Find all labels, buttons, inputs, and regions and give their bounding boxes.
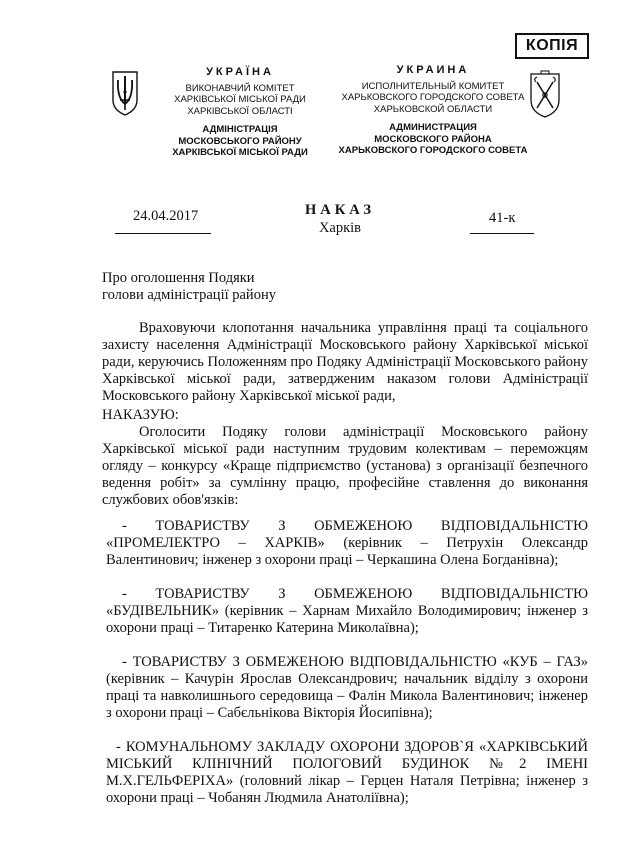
- header-right: [338, 65, 528, 157]
- org-line: ХАРЬКОВСКОГО ГОРОДСКОГО СОВЕТА: [341, 92, 525, 103]
- header-left: [150, 67, 330, 159]
- subject-line: Про оголошення Подяки: [102, 270, 255, 286]
- trident-emblem-icon: [110, 70, 140, 116]
- main-paragraph-text: Оголосити Подяку голови адміністрації Московського району Харківської міської ради наступним трудовим колективам – переможцям огляду – конкурсу «Краще підприємство (установа) з організації безпечного ведення робіт» за сумлінну працю, професійне ставлення до виконання службових обов'язків:: [102, 424, 588, 508]
- admin-line: МОСКОВСКОГО РАЙОНА: [374, 133, 492, 145]
- list-item: - КОМУНАЛЬНОМУ ЗАКЛАДУ ОХОРОНИ ЗДОРОВ`Я «ХАРКІВСЬКИЙ МІСЬКИЙ КЛІНІЧНИЙ ПОЛОГОВИЙ БУДИНОК №2 ІМЕНІ М.Х.ГЕЛЬФЕРІХА» (головний лікар – Герцен Наталя Петрівна; інженер з охорони праці – Чобанян Людмила Анатоліївна);: [106, 739, 588, 806]
- main-paragraph: [102, 424, 588, 509]
- order-word: НАКАЗУЮ:: [102, 407, 179, 423]
- admin-line: МОСКОВСЬКОГО РАЙОНУ: [178, 135, 302, 147]
- org-line: ВИКОНАВЧИЙ КОМІТЕТ: [185, 82, 295, 94]
- list-item: - ТОВАРИСТВУ З ОБМЕЖЕНОЮ ВІДПОВІДАЛЬНІСТЮ «ПРОМЕЛЕКТРО – ХАРКІВ» (керівник – Петрухін Олександр Валентинович; інженер з охорони праці – Черкашина Олена Богданівна);: [106, 518, 588, 568]
- admin-line: ХАРЬКОВСКОГО ГОРОДСКОГО СОВЕТА: [338, 145, 528, 156]
- date-underline: [115, 233, 211, 234]
- copy-stamp: КОПІЯ: [515, 33, 589, 59]
- org-line: ХАРЬКОВСКОЙ ОБЛАСТИ: [373, 103, 493, 115]
- order-title: НАКАЗ: [304, 202, 376, 218]
- order-number: 41-к: [489, 210, 516, 226]
- org-line: ИСПОЛНИТЕЛЬНЫЙ КОМИТЕТ: [361, 80, 505, 92]
- preamble-text: Враховуючи клопотання начальника управління праці та соціального захисту населення Адміністрації Московського району Харківської міської ради, керуючись Положенням про Подяку Адміністрації Московського району Харківської міської ради, затвердженим наказом голови Адміністрації Московського району Харківської міської ради,: [102, 320, 588, 404]
- preamble-paragraph: [102, 320, 588, 405]
- list-item: - ТОВАРИСТВУ З ОБМЕЖЕНОЮ ВІДПОВІДАЛЬНІСТЮ «БУДІВЕЛЬНИК» (керівник – Харнам Михайло Володимирович; інженер з охорони праці – Титаренко Катерина Миколаївна);: [106, 586, 588, 636]
- org-line: ХАРКІВСЬКОЇ МІСЬКОЇ РАДИ: [174, 94, 306, 105]
- admin-line: АДМИНИСТРАЦИЯ: [389, 122, 477, 133]
- admin-line: ХАРКІВСЬКОЇ МІСЬКОЇ РАДИ: [172, 147, 308, 158]
- org-line: ХАРКІВСЬКОЇ ОБЛАСТІ: [187, 105, 293, 117]
- order-date: 24.04.2017: [133, 208, 199, 224]
- country-name-ua: УКРАЇНА: [206, 66, 274, 78]
- admin-line: АДМІНІСТРАЦІЯ: [202, 124, 278, 135]
- list-item: - ТОВАРИСТВУ З ОБМЕЖЕНОЮ ВІДПОВІДАЛЬНІСТЮ «КУБ – ГАЗ» (керівник – Качурін Ярослав Олександрович; начальник відділу з охорони праці та навколишнього середовища – Фалін Микола Валентинович; інженер з охорони праці – Сабєльнікова Вікторія Йосипівна);: [106, 654, 588, 721]
- number-underline: [470, 233, 534, 234]
- city-coat-of-arms-icon: [527, 70, 563, 118]
- order-city: Харків: [318, 220, 362, 236]
- subject-line: голови адміністрації району: [102, 287, 276, 303]
- country-name-ru: УКРАИНА: [396, 64, 470, 76]
